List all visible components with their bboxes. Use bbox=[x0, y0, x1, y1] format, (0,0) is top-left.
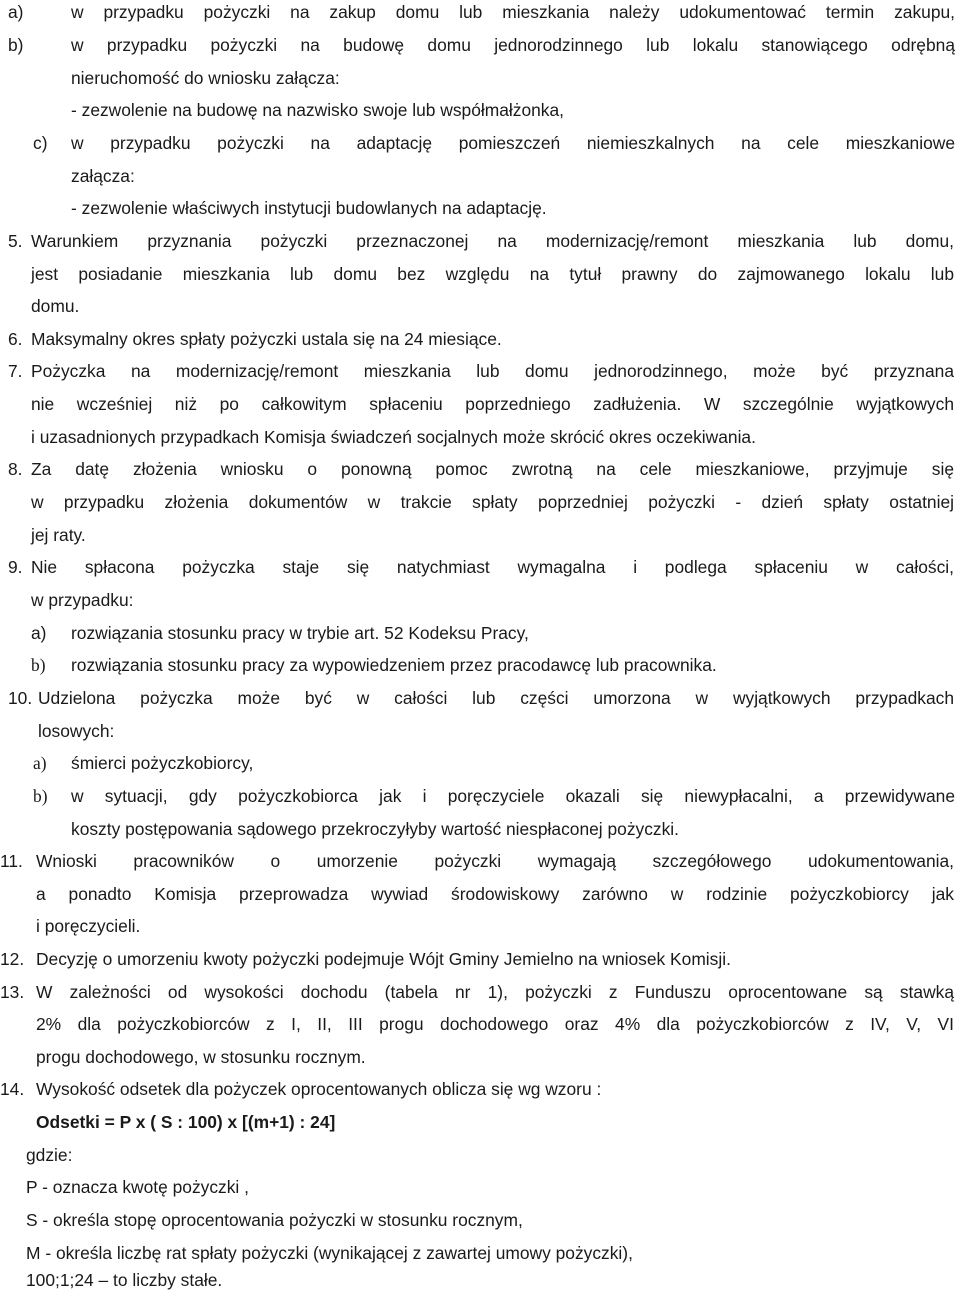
paragraph-line: w przypadku pożyczki na adaptację pomieszczeń niemieszkalnych na cele mieszkaniowe bbox=[71, 133, 955, 153]
paragraph-line: Za datę złożenia wniosku o ponowną pomoc zwrotną na cele mieszkaniowe, przyjmuje się bbox=[31, 459, 954, 479]
paragraph-line: koszty postępowania sądowego przekroczyłyby wartość niespłaconej pożyczki. bbox=[71, 819, 680, 839]
list-label: a) bbox=[33, 753, 47, 773]
list-number: 8. bbox=[8, 459, 23, 479]
list-number: 14. bbox=[0, 1079, 25, 1099]
formula-where-label: gdzie: bbox=[26, 1145, 73, 1165]
paragraph-line: Maksymalny okres spłaty pożyczki ustala się na 24 miesiące. bbox=[31, 329, 502, 349]
paragraph-line: i uzasadnionych przypadkach Komisja świadczeń socjalnych może skrócić okres oczekiwania. bbox=[31, 427, 756, 447]
paragraph-line: w przypadku: bbox=[31, 590, 134, 610]
paragraph-line: nie wcześniej niż po całkowitym spłaceniu poprzedniego zadłużenia. W szczególnie wyjątkowych bbox=[31, 394, 954, 414]
paragraph-line: losowych: bbox=[38, 721, 115, 741]
paragraph-line: a ponadto Komisja przeprowadza wywiad środowiskowy zarówno w rodzinie pożyczkobiorcy jak bbox=[36, 884, 954, 904]
paragraph-line: śmierci pożyczkobiorcy, bbox=[71, 753, 254, 773]
paragraph-line: nieruchomość do wniosku załącza: bbox=[71, 68, 340, 88]
list-number: 11. bbox=[0, 851, 23, 871]
list-label: c) bbox=[33, 133, 48, 153]
paragraph-line: w przypadku pożyczki na zakup domu lub mieszkania należy udokumentować termin zakupu, bbox=[71, 2, 955, 22]
list-number: 6. bbox=[8, 329, 23, 349]
formula-variable-m: M - określa liczbę rat spłaty pożyczki (wynikającej z zawartej umowy pożyczki), bbox=[26, 1243, 633, 1263]
list-number: 12. bbox=[0, 949, 25, 969]
paragraph-line: i poręczycieli. bbox=[36, 916, 141, 936]
paragraph-line: Warunkiem przyznania pożyczki przeznaczonej na modernizację/remont mieszkania lub domu, bbox=[31, 231, 954, 251]
formula-variable-p: P - oznacza kwotę pożyczki , bbox=[26, 1177, 249, 1197]
paragraph-line: Wnioski pracowników o umorzenie pożyczki wymagają szczegółowego udokumentowania, bbox=[36, 851, 954, 871]
list-number: 13. bbox=[0, 982, 25, 1002]
formula-variable-s: S - określa stopę oprocentowania pożyczki w stosunku rocznym, bbox=[26, 1210, 523, 1230]
paragraph-line: rozwiązania stosunku pracy za wypowiedzeniem przez pracodawcę lub pracownika. bbox=[71, 655, 717, 675]
paragraph-line: w przypadku złożenia dokumentów w trakcie spłaty poprzedniej pożyczki - dzień spłaty ostatniej bbox=[31, 492, 954, 512]
paragraph-line: - zezwolenie właściwych instytucji budowlanych na adaptację. bbox=[71, 198, 547, 218]
formula-constants: 100;1;24 – to liczby stałe. bbox=[26, 1270, 223, 1290]
list-label: a) bbox=[31, 623, 47, 643]
paragraph-line: Udzielona pożyczka może być w całości lub części umorzona w wyjątkowych przypadkach bbox=[38, 688, 954, 708]
paragraph-line: jest posiadanie mieszkania lub domu bez względu na tytuł prawny do zajmowanego lokalu lub bbox=[31, 264, 954, 284]
paragraph-line: 2% dla pożyczkobiorców z I, II, III progu dochodowego oraz 4% dla pożyczkobiorców z IV, V, VI bbox=[36, 1014, 954, 1034]
paragraph-line: w przypadku pożyczki na budowę domu jednorodzinnego lub lokalu stanowiącego odrębną bbox=[71, 35, 955, 55]
list-label: b) bbox=[33, 786, 48, 806]
paragraph-line: w sytuacji, gdy pożyczkobiorca jak i poręczyciele okazali się niewypłacalni, a przewidywane bbox=[71, 786, 955, 806]
paragraph-line: W zależności od wysokości dochodu (tabela nr 1), pożyczki z Funduszu oprocentowane są stawką bbox=[36, 982, 954, 1002]
list-number: 10. bbox=[8, 688, 33, 708]
paragraph-line: jej raty. bbox=[31, 525, 86, 545]
list-label: b) bbox=[8, 35, 24, 55]
paragraph-line: - zezwolenie na budowę na nazwisko swoje lub współmałżonka, bbox=[71, 100, 565, 120]
list-label: a) bbox=[8, 2, 24, 22]
paragraph-line: Decyzję o umorzeniu kwoty pożyczki podejmuje Wójt Gminy Jemielno na wniosek Komisji. bbox=[36, 949, 731, 969]
list-number: 9. bbox=[8, 557, 23, 577]
paragraph-line: domu. bbox=[31, 296, 80, 316]
list-number: 7. bbox=[8, 361, 23, 381]
list-number: 5. bbox=[8, 231, 23, 251]
list-label: b) bbox=[31, 655, 46, 675]
paragraph-line: Nie spłacona pożyczka staje się natychmiast wymagalna i podlega spłaceniu w całości, bbox=[31, 557, 954, 577]
interest-formula: Odsetki = P x ( S : 100) x [(m+1) : 24] bbox=[36, 1112, 336, 1132]
paragraph-line: załącza: bbox=[71, 166, 135, 186]
paragraph-line: rozwiązania stosunku pracy w trybie art. 52 Kodeksu Pracy, bbox=[71, 623, 529, 643]
paragraph-line: Wysokość odsetek dla pożyczek oprocentowanych oblicza się wg wzoru : bbox=[36, 1079, 602, 1099]
paragraph-line: progu dochodowego, w stosunku rocznym. bbox=[36, 1047, 366, 1067]
paragraph-line: Pożyczka na modernizację/remont mieszkania lub domu jednorodzinnego, może być przyznana bbox=[31, 361, 954, 381]
